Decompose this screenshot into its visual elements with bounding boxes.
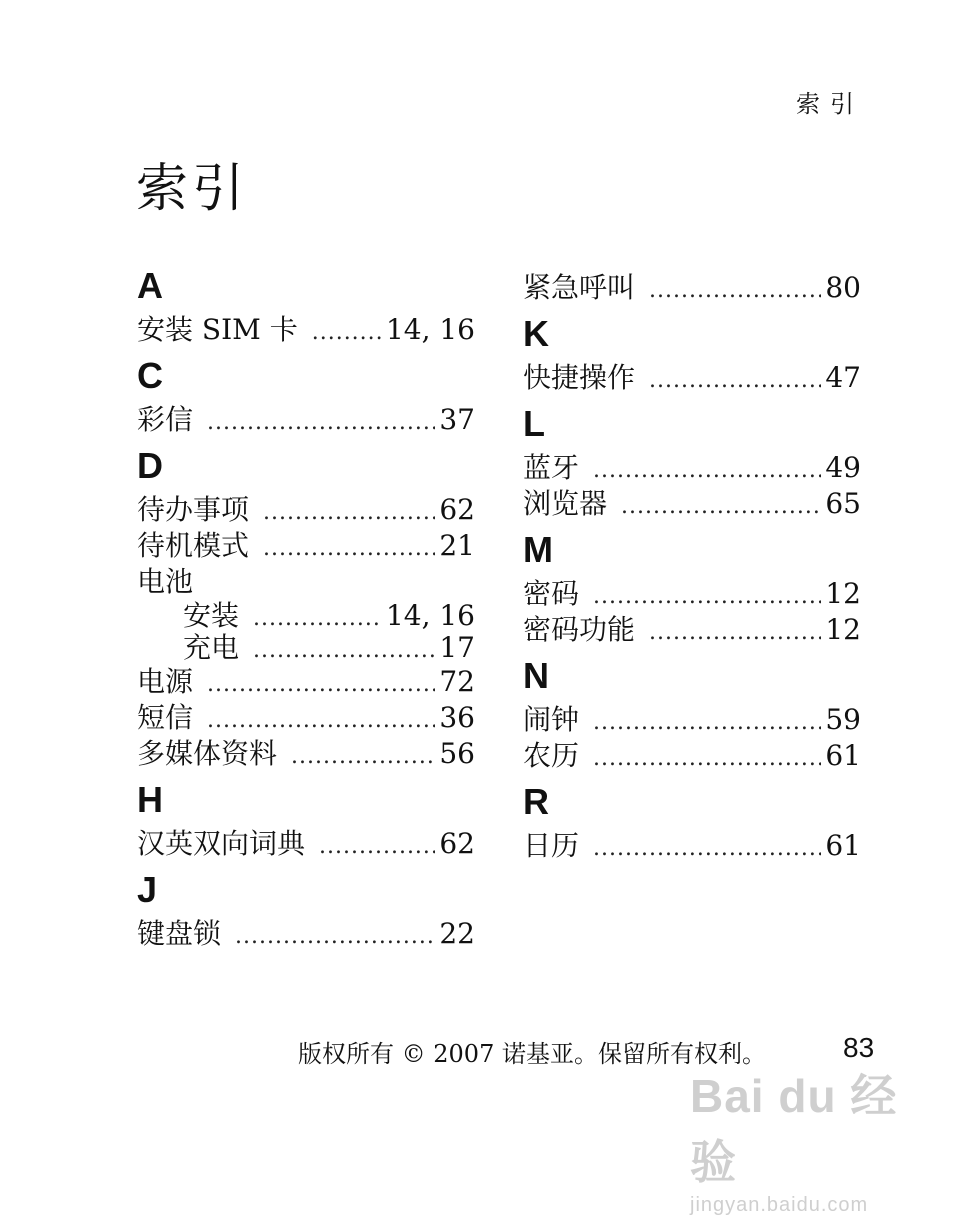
watermark-logo <box>690 1060 910 1192</box>
index-pages: 14, 16 <box>385 600 475 632</box>
leader-dots <box>263 531 435 564</box>
spacer <box>523 442 861 450</box>
index-entry[interactable] <box>523 738 861 774</box>
index-pages: 56 <box>439 737 475 770</box>
index-entry[interactable] <box>523 450 861 486</box>
index-letter-heading: L <box>523 403 545 444</box>
index-pages: 37 <box>439 403 475 436</box>
leader-dots <box>207 667 435 700</box>
index-pages: 12 <box>825 613 861 646</box>
index-letter-heading: C <box>137 355 163 396</box>
leader-dots <box>235 919 435 952</box>
leader-dots <box>593 453 821 486</box>
index-term: 农历 <box>523 739 580 772</box>
spacer <box>137 304 475 312</box>
index-term: 电源 <box>137 665 194 698</box>
index-term: 日历 <box>523 829 580 862</box>
index-term: 电池 <box>137 565 194 598</box>
index-term: 蓝牙 <box>523 451 580 484</box>
index-term: 充电 <box>183 632 240 664</box>
spacer <box>137 818 475 826</box>
leader-dots <box>253 635 435 664</box>
index-pages: 47 <box>825 361 861 394</box>
leader-dots <box>253 603 382 632</box>
index-letter-heading: J <box>137 869 158 910</box>
index-entry[interactable] <box>137 736 475 772</box>
watermark-url: jingyan.baidu.com <box>690 1194 869 1216</box>
index-pages: 62 <box>439 493 475 526</box>
leader-dots <box>593 831 821 864</box>
baidu-jingyan-watermark <box>690 1060 910 1216</box>
index-term: 密码功能 <box>523 613 636 646</box>
index-term: 安装 <box>183 600 240 632</box>
index-pages: 62 <box>439 827 475 860</box>
index-entry[interactable] <box>137 664 475 700</box>
index-pages: 61 <box>825 829 861 862</box>
index-entry[interactable] <box>523 270 861 306</box>
index-entry[interactable] <box>137 402 475 438</box>
index-term: 键盘锁 <box>137 917 222 950</box>
index-term: 安装 SIM 卡 <box>137 313 298 346</box>
index-pages: 17 <box>439 632 475 664</box>
index-entry[interactable] <box>137 916 475 952</box>
leader-dots <box>312 315 382 348</box>
index-pages: 22 <box>439 917 475 950</box>
index-entry[interactable] <box>137 492 475 528</box>
index-term: 紧急呼叫 <box>523 271 636 304</box>
page-number: 83 <box>843 1032 875 1063</box>
leader-dots <box>207 405 435 438</box>
index-letter-heading: M <box>523 529 553 570</box>
index-term: 待办事项 <box>137 493 250 526</box>
leader-dots <box>593 741 821 774</box>
index-pages: 72 <box>439 665 475 698</box>
spacer <box>523 820 861 828</box>
index-pages: 21 <box>439 529 475 562</box>
index-entry[interactable] <box>523 612 861 648</box>
index-letter-heading: R <box>523 781 549 822</box>
index-letter-heading: N <box>523 655 549 696</box>
index-term: 彩信 <box>137 403 194 436</box>
index-pages: 61 <box>825 739 861 772</box>
leader-dots <box>207 703 435 736</box>
index-term: 闹钟 <box>523 703 580 736</box>
index-letter-heading: D <box>137 445 163 486</box>
index-letter-heading: H <box>137 779 163 820</box>
index-entry[interactable] <box>523 360 861 396</box>
index-term: 浏览器 <box>523 487 608 520</box>
index-entry[interactable] <box>137 700 475 736</box>
leader-dots <box>649 273 821 306</box>
spacer <box>137 394 475 402</box>
leader-dots <box>621 489 821 522</box>
index-term: 密码 <box>523 577 580 610</box>
leader-dots <box>291 739 435 772</box>
spacer <box>523 694 861 702</box>
index-subentry[interactable] <box>137 600 475 632</box>
index-term: 快捷操作 <box>523 361 636 394</box>
index-entry[interactable] <box>523 576 861 612</box>
index-letter-heading: A <box>137 265 163 306</box>
watermark-brand: Bai du 经验 <box>690 1070 898 1188</box>
index-pages: 80 <box>825 271 861 304</box>
index-entry[interactable] <box>137 564 475 600</box>
index-pages: 36 <box>439 701 475 734</box>
index-entry[interactable] <box>137 826 475 862</box>
leader-dots <box>319 829 435 862</box>
leader-dots <box>649 363 821 396</box>
leader-dots <box>593 705 821 738</box>
leader-dots <box>263 495 435 528</box>
spacer <box>523 568 861 576</box>
footer-copyright: 版权所有 © 2007 诺基亚。保留所有权利。 <box>298 1040 766 1068</box>
index-term: 汉英双向词典 <box>137 827 306 860</box>
leader-dots <box>593 579 821 612</box>
index-term: 短信 <box>137 701 194 734</box>
index-column-left <box>137 265 475 952</box>
index-entry[interactable] <box>137 528 475 564</box>
spacer <box>523 352 861 360</box>
index-entry[interactable] <box>137 312 475 348</box>
index-entry[interactable] <box>523 702 861 738</box>
spacer <box>137 908 475 916</box>
index-pages: 59 <box>825 703 861 736</box>
running-head: 索引 <box>796 90 864 118</box>
index-pages: 65 <box>825 487 861 520</box>
index-letter-heading: K <box>523 313 549 354</box>
index-column-right <box>523 270 861 864</box>
page-title: 索引 <box>136 159 249 219</box>
index-term: 多媒体资料 <box>137 737 278 770</box>
index-pages: 49 <box>825 451 861 484</box>
spacer <box>137 484 475 492</box>
index-subentry[interactable] <box>137 632 475 664</box>
index-pages: 14, 16 <box>385 313 475 346</box>
index-term: 待机模式 <box>137 529 250 562</box>
index-pages: 12 <box>825 577 861 610</box>
index-entry[interactable] <box>523 828 861 864</box>
index-entry[interactable] <box>523 486 861 522</box>
leader-dots <box>649 615 821 648</box>
